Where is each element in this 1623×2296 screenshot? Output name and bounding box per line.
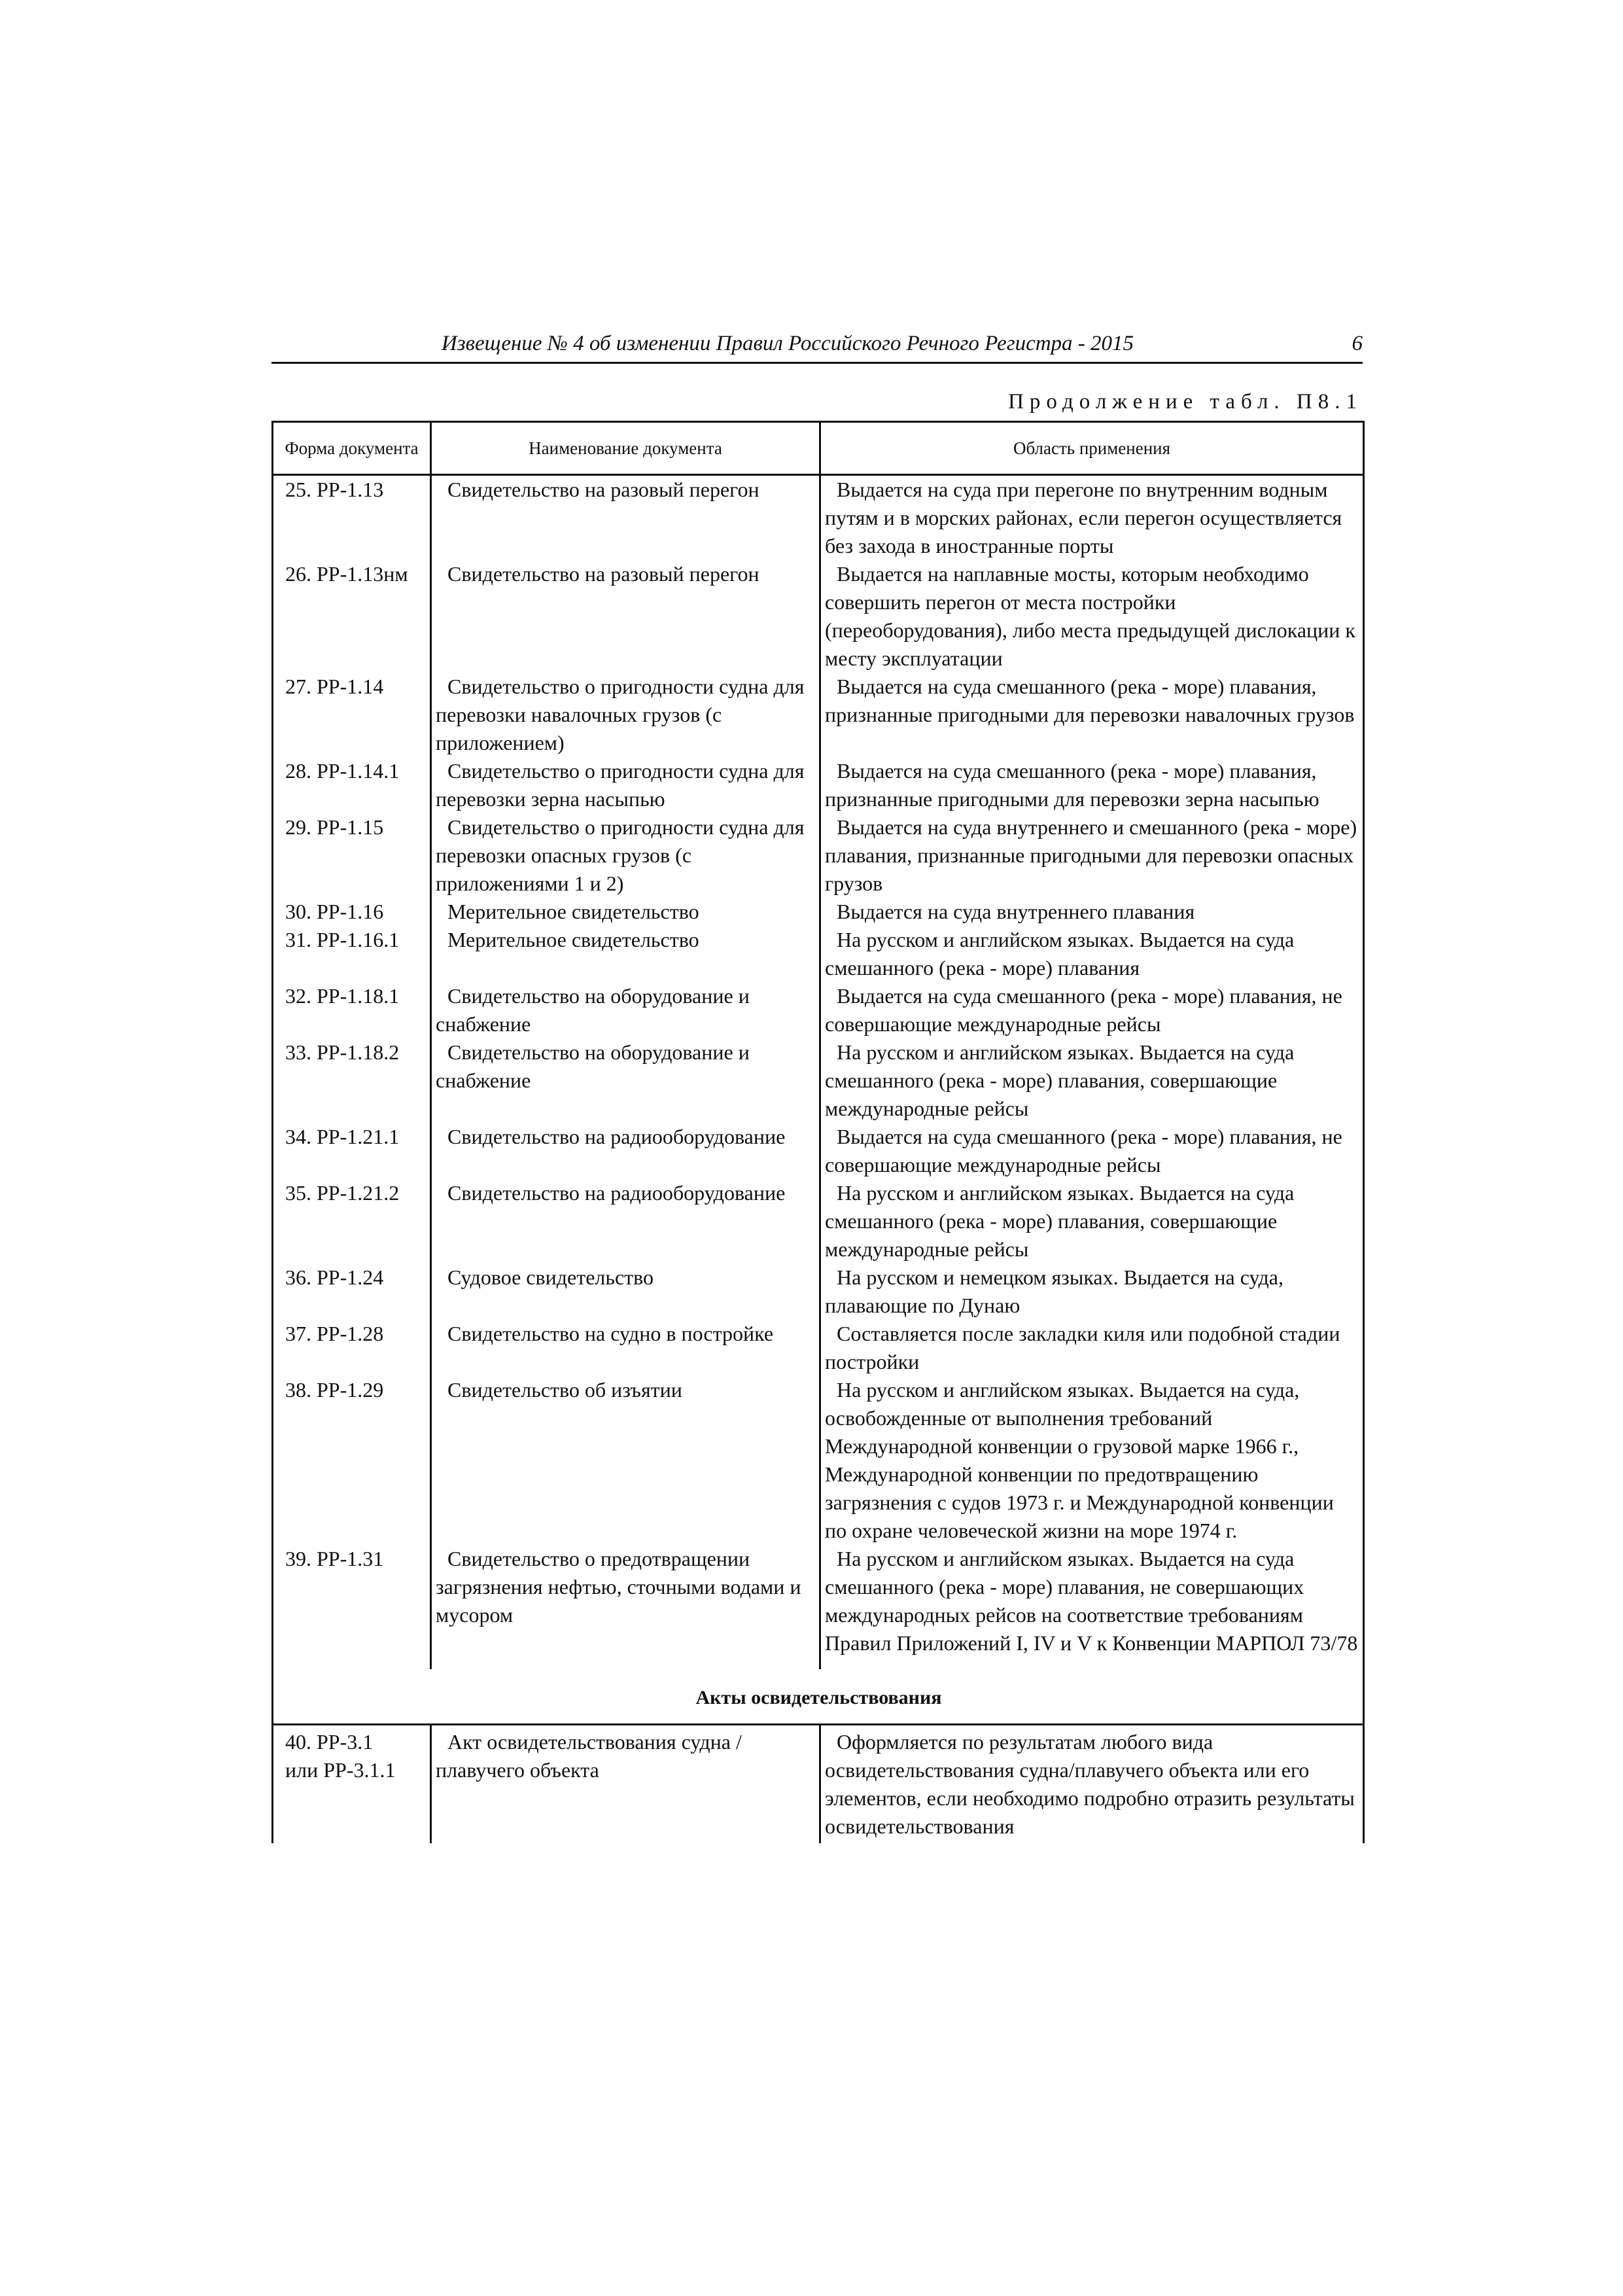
cell-name: Свидетельство на судно в постройке [431, 1320, 820, 1376]
cell-scope: Оформляется по результатам любого вида освидетельствования судна/плавучего объекта или его элементов, если необходимо подробно отразить результаты освидетельствования [820, 1725, 1364, 1844]
cell-scope: На русском и английском языках. Выдается на суда смешанного (река - море) плавания [820, 926, 1364, 982]
cell-name: Свидетельство об изъятии [431, 1376, 820, 1545]
cell-form: 34. РР-1.21.1 [273, 1123, 431, 1179]
cell-form: 38. РР-1.29 [273, 1376, 431, 1545]
cell-form: 39. РР-1.31 [273, 1545, 431, 1669]
table-row [273, 926, 1364, 982]
cell-name: Свидетельство на оборудование и снабжение [431, 1038, 820, 1123]
section-row [273, 1669, 1364, 1725]
cell-form: 40. РР-3.1 или РР-3.1.1 [273, 1725, 431, 1844]
column-header-name: Наименование документа [431, 422, 820, 475]
table-row [273, 475, 1364, 561]
table-row [273, 1320, 1364, 1376]
cell-scope: Выдается на суда смешанного (река - море) плавания, не совершающие международные рейсы [820, 982, 1364, 1038]
table-row [273, 982, 1364, 1038]
cell-scope: Выдается на суда смешанного (река - море) плавания, признанные пригодными для перевозки навалочных грузов [820, 673, 1364, 757]
cell-scope: На русском и английском языках. Выдается на суда смешанного (река - море) плавания, не совершающих международных рейсов на соответствие требованиям Правил Приложений I, IV и V к Конвенции МАРПОЛ 73/78 [820, 1545, 1364, 1669]
table-row [273, 813, 1364, 898]
cell-scope: Выдается на наплавные мосты, которым необходимо совершить перегон от места постройки (переоборудования), либо места предыдущей дислокации к месту эксплуатации [820, 560, 1364, 673]
cell-name: Свидетельство на разовый перегон [431, 560, 820, 673]
cell-form: 33. РР-1.18.2 [273, 1038, 431, 1123]
table-header-row [273, 422, 1364, 475]
cell-name: Судовое свидетельство [431, 1263, 820, 1320]
cell-form: 32. РР-1.18.1 [273, 982, 431, 1038]
section-title: Акты освидетельствования [273, 1669, 1364, 1725]
cell-name: Свидетельство о предотвращении загрязнения нефтью, сточными водами и мусором [431, 1545, 820, 1669]
table-row [273, 1123, 1364, 1179]
column-header-form: Форма документа [273, 422, 431, 475]
documents-table [271, 421, 1365, 1843]
table-row [273, 560, 1364, 673]
cell-scope: Выдается на суда смешанного (река - море) плавания, признанные пригодными для перевозки зерна насыпью [820, 757, 1364, 813]
table-row [273, 673, 1364, 757]
table-body [273, 475, 1364, 1670]
cell-form: 29. РР-1.15 [273, 813, 431, 898]
table-row [273, 1038, 1364, 1123]
table-row [273, 1376, 1364, 1545]
cell-form: 27. РР-1.14 [273, 673, 431, 757]
table-section-body [273, 1669, 1364, 1843]
table-row [273, 1179, 1364, 1263]
table-row [273, 898, 1364, 926]
cell-form: 36. РР-1.24 [273, 1263, 431, 1320]
cell-form: 28. РР-1.14.1 [273, 757, 431, 813]
cell-scope: Выдается на суда при перегоне по внутренним водным путям и в морских районах, если перегон осуществляется без захода в иностранные порты [820, 475, 1364, 561]
cell-form: 25. РР-1.13 [273, 475, 431, 561]
cell-name: Свидетельство на радиооборудование [431, 1123, 820, 1179]
cell-name: Свидетельство на разовый перегон [431, 475, 820, 561]
cell-scope: Выдается на суда смешанного (река - море) плавания, не совершающие международные рейсы [820, 1123, 1364, 1179]
cell-name: Свидетельство на оборудование и снабжение [431, 982, 820, 1038]
table-row [273, 1725, 1364, 1844]
header-title: Извещение № 4 об изменении Правил Российского Речного Регистра - 2015 [441, 332, 1134, 355]
table-row [273, 1263, 1364, 1320]
cell-form: 35. РР-1.21.2 [273, 1179, 431, 1263]
cell-form: 30. РР-1.16 [273, 898, 431, 926]
cell-scope: На русском и английском языках. Выдается на суда смешанного (река - море) плавания, совершающие международные рейсы [820, 1038, 1364, 1123]
cell-scope: Выдается на суда внутреннего и смешанного (река - море) плавания, признанные пригодными для перевозки опасных грузов [820, 813, 1364, 898]
cell-name: Свидетельство о пригодности судна для перевозки навалочных грузов (с приложением) [431, 673, 820, 757]
cell-scope: На русском и английском языках. Выдается на суда, освобожденные от выполнения требований Международной конвенции о грузовой марке 1966 г., Международной конвенции по предотвращению загрязнения с судов 1973 г. и Международной конвенции по охране человеческой жизни на море 1974 г. [820, 1376, 1364, 1545]
cell-scope: На русском и немецком языках. Выдается на суда, плавающие по Дунаю [820, 1263, 1364, 1320]
cell-name: Свидетельство на радиооборудование [431, 1179, 820, 1263]
cell-name: Акт освидетельствования судна / плавучего объекта [431, 1725, 820, 1844]
page-number: 6 [1352, 332, 1363, 355]
cell-form: 26. РР-1.13нм [273, 560, 431, 673]
cell-name: Свидетельство о пригодности судна для перевозки опасных грузов (с приложениями 1 и 2) [431, 813, 820, 898]
cell-scope: Составляется после закладки киля или подобной стадии постройки [820, 1320, 1364, 1376]
table-continuation-label: Продолжение табл. П8.1 [1008, 390, 1363, 414]
table-row [273, 757, 1364, 813]
cell-name: Мерительное свидетельство [431, 926, 820, 982]
running-header [271, 330, 1363, 364]
column-header-scope: Область применения [820, 422, 1364, 475]
cell-name: Мерительное свидетельство [431, 898, 820, 926]
cell-form: 31. РР-1.16.1 [273, 926, 431, 982]
cell-name: Свидетельство о пригодности судна для перевозки зерна насыпью [431, 757, 820, 813]
cell-form: 37. РР-1.28 [273, 1320, 431, 1376]
cell-scope: Выдается на суда внутреннего плавания [820, 898, 1364, 926]
table-row [273, 1545, 1364, 1669]
cell-scope: На русском и английском языках. Выдается на суда смешанного (река - море) плавания, совершающие международные рейсы [820, 1179, 1364, 1263]
